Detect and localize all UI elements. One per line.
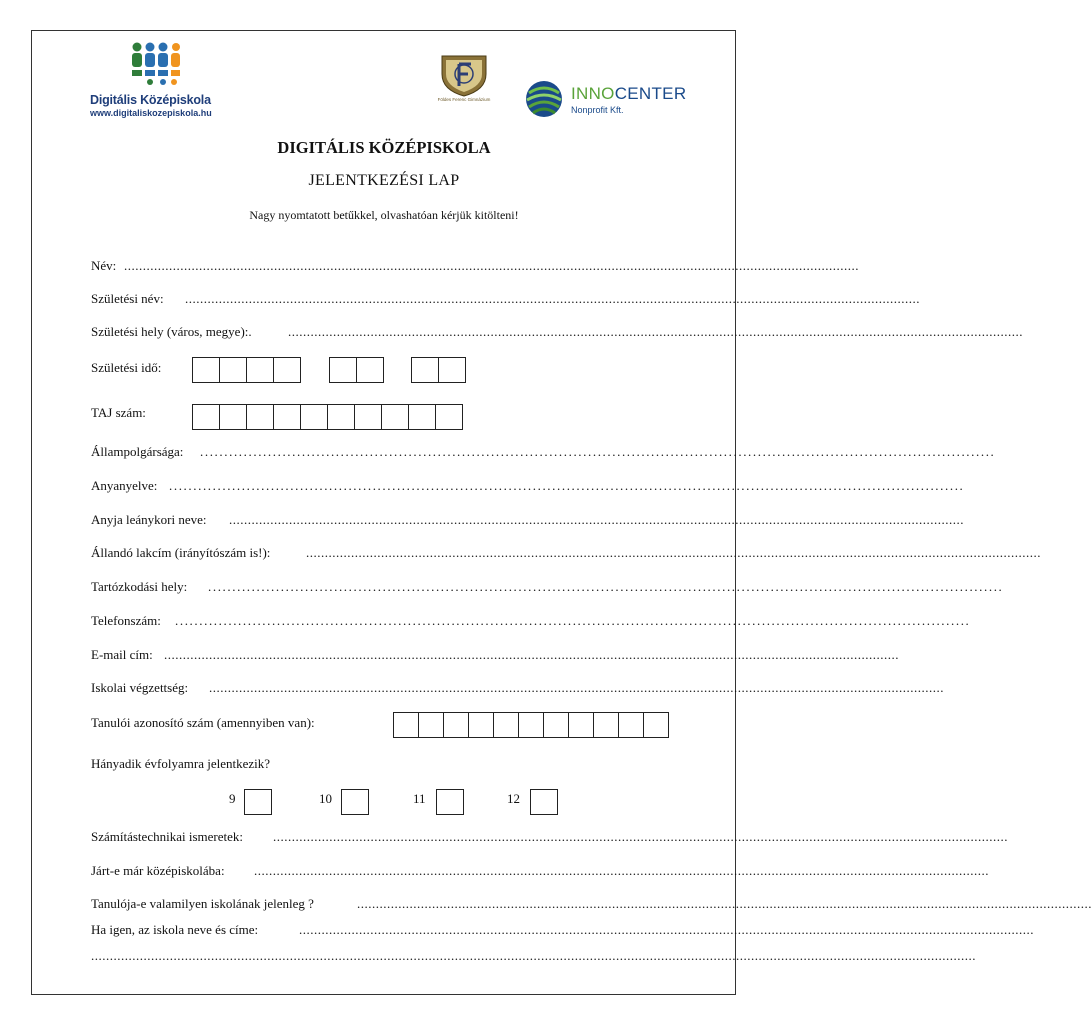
student-id-boxes bbox=[393, 712, 668, 738]
grade-10-checkbox[interactable] bbox=[341, 789, 369, 815]
field-attended-line[interactable]: .................................................................................................................................................................................................... bbox=[254, 863, 989, 878]
taj-boxes bbox=[192, 404, 462, 430]
shield-icon bbox=[437, 52, 491, 98]
digit-box[interactable] bbox=[543, 712, 569, 738]
field-residence-line[interactable]: .................................................................................................................................................................... bbox=[208, 579, 1004, 594]
field-residence-label: Tartózkodási hely: bbox=[91, 579, 188, 594]
form-instruction: Nagy nyomtatott betűkkel, olvashatóan kérjük kitölteni! bbox=[249, 208, 519, 222]
digit-box[interactable] bbox=[356, 357, 384, 383]
field-student-id-label: Tanulói azonosító szám (amennyiben van): bbox=[91, 715, 315, 730]
field-name-line[interactable]: .................................................................................................................................................................................................... bbox=[124, 258, 859, 273]
field-school-name-label: Ha igen, az iskola neve és címe: bbox=[91, 922, 259, 937]
digit-box[interactable] bbox=[643, 712, 669, 738]
innocenter-logo bbox=[523, 78, 693, 122]
digit-box[interactable] bbox=[568, 712, 594, 738]
digit-box[interactable] bbox=[408, 404, 436, 430]
inno-brand bbox=[571, 84, 686, 104]
grade-9-label: 9 bbox=[229, 791, 236, 806]
digit-box[interactable] bbox=[518, 712, 544, 738]
field-name-label: Név: bbox=[91, 258, 117, 273]
inno-tagline: Nonprofit Kft. bbox=[571, 105, 624, 115]
digit-box[interactable] bbox=[381, 404, 409, 430]
digit-box[interactable] bbox=[435, 404, 463, 430]
digit-box[interactable] bbox=[468, 712, 494, 738]
digitalis-logo bbox=[90, 42, 230, 122]
field-education-line[interactable]: .................................................................................................................................................................................................... bbox=[209, 680, 944, 695]
field-birth-name-line[interactable]: .................................................................................................................................................................................................... bbox=[185, 291, 920, 306]
field-school-name-line-2[interactable]: ............................................................................................................................................................................................................................................ bbox=[91, 948, 976, 963]
field-permanent-address-line[interactable]: .................................................................................................................................................................................................... bbox=[306, 545, 1041, 560]
digit-box[interactable] bbox=[593, 712, 619, 738]
grade-question-label: Hányadik évfolyamra jelentkezik? bbox=[91, 756, 271, 771]
field-email-label: E-mail cím: bbox=[91, 647, 153, 662]
field-birth-name-label: Születési név: bbox=[91, 291, 164, 306]
form-subtitle: JELENTKEZÉSI LAP bbox=[308, 172, 460, 189]
digit-box[interactable] bbox=[273, 404, 301, 430]
field-current-student-label: Tanulója-e valamilyen iskolának jelenleg ? bbox=[91, 896, 314, 911]
form-title: DIGITÁLIS KÖZÉPISKOLA bbox=[277, 138, 491, 157]
school-shield-logo bbox=[437, 52, 491, 116]
digit-box[interactable] bbox=[219, 404, 247, 430]
digit-box[interactable] bbox=[246, 357, 274, 383]
digit-box[interactable] bbox=[192, 404, 220, 430]
grade-9-checkbox[interactable] bbox=[244, 789, 272, 815]
field-citizenship-line[interactable]: .................................................................................................................................................................... bbox=[200, 444, 996, 459]
field-phone-line[interactable]: .................................................................................................................................................................... bbox=[175, 613, 971, 628]
grade-12-label: 12 bbox=[507, 791, 520, 806]
field-mother-maiden-label: Anyja leánykori neve: bbox=[91, 512, 207, 527]
field-mother-tongue-line[interactable]: .................................................................................................................................................................... bbox=[169, 478, 965, 493]
field-school-name-line[interactable]: .................................................................................................................................................................................................... bbox=[299, 922, 1034, 937]
digit-box[interactable] bbox=[443, 712, 469, 738]
grade-11-label: 11 bbox=[413, 791, 426, 806]
digit-box[interactable] bbox=[618, 712, 644, 738]
birth-month-boxes bbox=[329, 357, 383, 383]
field-permanent-address-label: Állandó lakcím (irányítószám is!): bbox=[91, 545, 271, 560]
logo-left-url: www.digitaliskozepiskola.hu bbox=[90, 108, 212, 118]
digit-box[interactable] bbox=[219, 357, 247, 383]
globe-icon bbox=[523, 78, 565, 120]
field-birth-date-label: Születési idő: bbox=[91, 360, 162, 375]
digit-box[interactable] bbox=[273, 357, 301, 383]
logo-left-name: Digitális Középiskola bbox=[90, 93, 211, 107]
grade-11-checkbox[interactable] bbox=[436, 789, 464, 815]
field-mother-tongue-label: Anyanyelve: bbox=[91, 478, 158, 493]
shield-caption: Földes Ferenc Gimnázium bbox=[437, 97, 491, 102]
digit-box[interactable] bbox=[192, 357, 220, 383]
field-citizenship-label: Állampolgársága: bbox=[91, 444, 184, 459]
field-current-student-line[interactable]: .................................................................................................................................................................................................... bbox=[357, 896, 1092, 911]
field-birth-place-line[interactable]: .................................................................................................................................................................................................... bbox=[288, 324, 1023, 339]
field-attended-label: Járt-e már középiskolába: bbox=[91, 863, 225, 878]
inno-brand-b: CENTER bbox=[614, 84, 687, 103]
field-it-skills-label: Számítástechnikai ismeretek: bbox=[91, 829, 243, 844]
digit-box[interactable] bbox=[246, 404, 274, 430]
digit-box[interactable] bbox=[438, 357, 466, 383]
digit-box[interactable] bbox=[354, 404, 382, 430]
field-birth-place-label: Születési hely (város, megye):. bbox=[91, 324, 252, 339]
birth-year-boxes bbox=[192, 357, 300, 383]
field-mother-maiden-line[interactable]: .................................................................................................................................................................................................... bbox=[229, 512, 964, 527]
birth-day-boxes bbox=[411, 357, 465, 383]
digit-box[interactable] bbox=[411, 357, 439, 383]
people-icon bbox=[130, 42, 180, 86]
digit-box[interactable] bbox=[418, 712, 444, 738]
digit-box[interactable] bbox=[329, 357, 357, 383]
grade-10-label: 10 bbox=[319, 791, 332, 806]
digit-box[interactable] bbox=[493, 712, 519, 738]
field-phone-label: Telefonszám: bbox=[91, 613, 161, 628]
field-it-skills-line[interactable]: .................................................................................................................................................................................................... bbox=[273, 829, 1008, 844]
field-education-label: Iskolai végzettség: bbox=[91, 680, 189, 695]
field-email-line[interactable]: .................................................................................................................................................................................................... bbox=[164, 647, 899, 662]
digit-box[interactable] bbox=[300, 404, 328, 430]
grade-12-checkbox[interactable] bbox=[530, 789, 558, 815]
field-taj-label: TAJ szám: bbox=[91, 405, 146, 420]
digit-box[interactable] bbox=[393, 712, 419, 738]
inno-brand-a: INNO bbox=[571, 84, 615, 103]
digit-box[interactable] bbox=[327, 404, 355, 430]
